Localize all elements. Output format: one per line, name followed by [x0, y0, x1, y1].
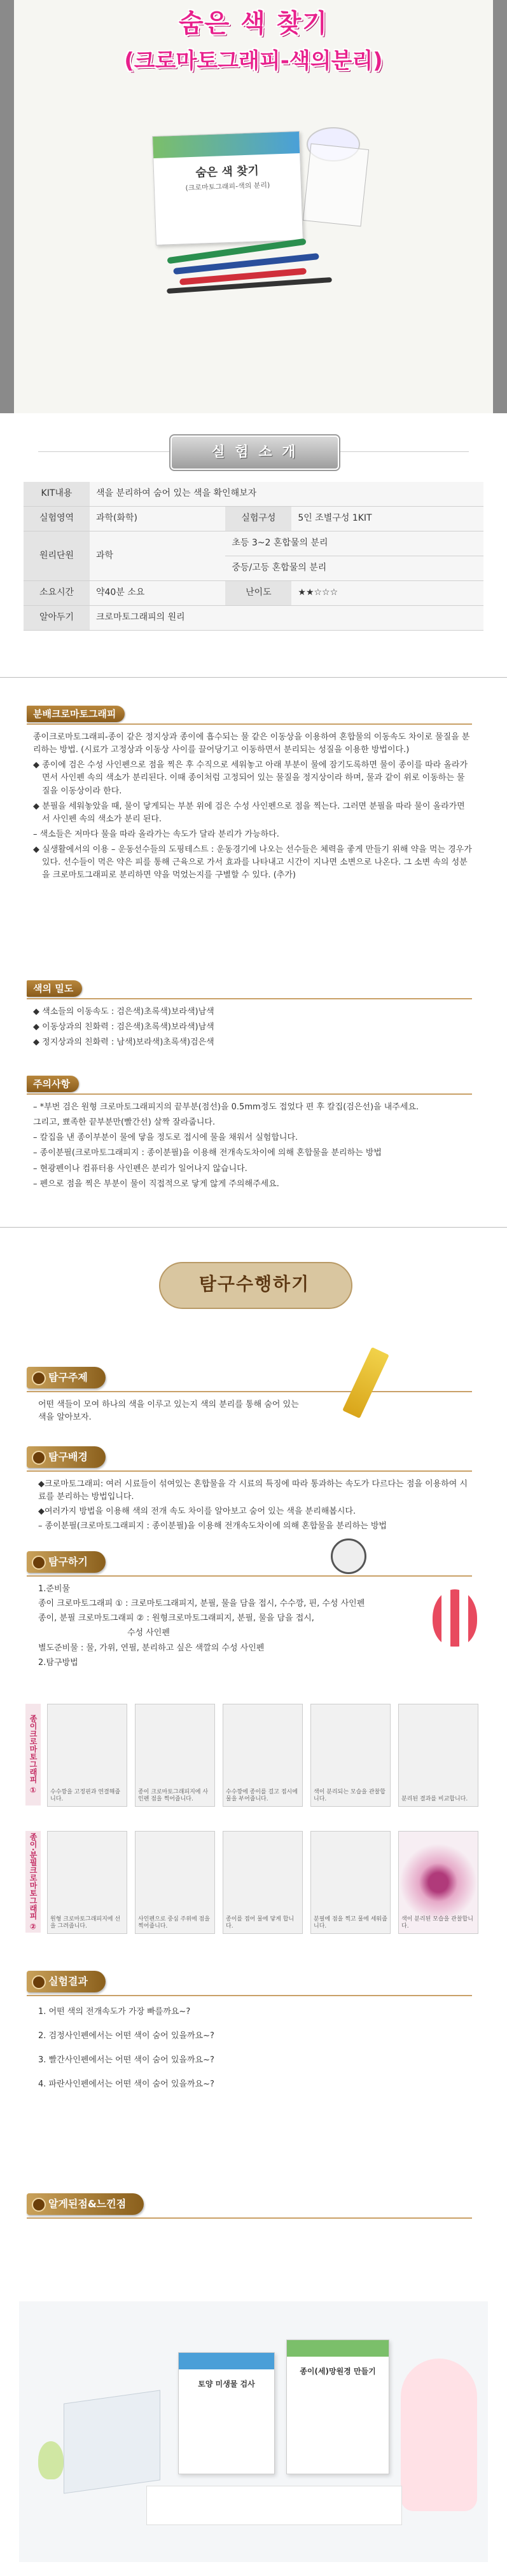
table-row [24, 606, 483, 631]
table-row [24, 581, 483, 606]
step-photo [47, 1831, 127, 1934]
kit-card-subtitle: (크로마토그래피-색의 분리) [185, 181, 270, 193]
section-divider [0, 1227, 507, 1228]
chrom-bullet: ◆ 종이에 검은 수성 사인펜으로 점을 찍은 후 수직으로 세워놓고 아래 부분이 물에 잠기도록하면 물이 종이를 따라 올라가면서 사인펜 속의 색소가 분리된다. 이때 종이처럼 고정되어 있는 물질을 정지상이라 하며, 물과 같이 위로 이동하는 물질을 이동상이라 한다. [33, 760, 468, 796]
caution-item: 그리고, 뾰족한 끝부분만(빨간선) 살짝 잘라줍니다. [33, 1118, 216, 1128]
compass-icon [331, 1538, 366, 1574]
chrom-bullet: – 색소들은 저마다 물을 따라 올라가는 속도가 달라 분리가 가능하다. [33, 829, 279, 839]
kit-box-stripe [179, 2353, 274, 2369]
step-caption: 수수깡을 고정핀과 연결해줍니다. [50, 1788, 121, 1803]
step-caption: 사인펜으로 중심 주위에 점을 찍어줍니다. [138, 1915, 210, 1930]
chromatography-text [33, 731, 472, 885]
hero-title: 숨은 색 찾기 [178, 9, 329, 38]
procedure-item: 2.탐구방법 [38, 1657, 78, 1668]
kit-value: 색을 분리하여 숨어 있는 색을 확인해보자 [90, 482, 483, 507]
color-density-text [33, 1006, 472, 1052]
step-caption: 원형 크로마토그래피지에 선을 그려줍니다. [50, 1915, 121, 1930]
caution-heading: 주의사항 [27, 1076, 79, 1092]
kit-label: KIT내용 [24, 482, 90, 507]
kit-card [152, 131, 303, 245]
info-table [24, 482, 483, 631]
heading-rule [27, 2217, 472, 2219]
color-bullet: ◆ 이동상과의 친화력 : 검은색)초록색)보라색)남색 [33, 1022, 214, 1032]
color-bullet: ◆ 색소들의 이동속도 : 검은색)초록색)보라색)남색 [33, 1007, 214, 1017]
step-photo [135, 1704, 215, 1807]
lessons-heading [27, 2193, 144, 2215]
kit-box [286, 2340, 389, 2474]
heading-rule [27, 1995, 472, 1996]
comp-label: 실험구성 [225, 507, 291, 531]
step-caption: 분리된 결과를 비교합니다. [401, 1796, 468, 1803]
heading-rule [27, 1470, 472, 1472]
field-label: 실험영역 [24, 507, 90, 531]
heading-rule [27, 1093, 472, 1095]
background-text [38, 1478, 471, 1535]
caution-item: – *부번 검은 원형 크로마토그래피지의 끝부분(점선)을 0.5mm정도 접었다 편 후 칼집(검은선)을 내주세요. [33, 1102, 419, 1112]
step-photo [398, 1704, 478, 1807]
bullet-dot-icon [32, 1451, 46, 1465]
result-heading-label: 실험결과 [48, 1975, 88, 1987]
unit-subject: 과학 [90, 531, 225, 581]
chrom-bullet: ◆ 실생활에서의 이용 – 운동선수들의 도핑테스트 : 운동경기에 나오는 선수들은 체력을 좋게 만들기 위해 약을 먹는 경우가 있다. 선수들이 먹은 약은 피를 통해 근육으로 가서 효과를 나타내고 시간이 지나면 소변으로 나온다. 그 소변 속의 성분을 크로마토그래피로 분리하면 약을 먹었는지를 구별할 수 있다. (추가) [33, 845, 472, 880]
step-photo [398, 1831, 478, 1934]
unit-row1: 초등 3~2 혼합물의 분리 [225, 531, 483, 556]
procedure-heading-label: 탐구하기 [48, 1556, 88, 1568]
color-density-heading: 색의 밀도 [27, 980, 82, 997]
step-photo [310, 1831, 391, 1934]
table-row [24, 507, 483, 531]
step-caption: 종이를 접어 물에 닿게 합니다. [226, 1915, 295, 1930]
lessons-heading-label: 알게된점&느낀점 [48, 2198, 127, 2210]
kit-stripe [153, 132, 300, 158]
result-question: 1. 어떤 색의 전개속도가 가장 빠를까요~? [38, 2007, 191, 2017]
perform-banner [140, 1256, 369, 1313]
caution-text [33, 1101, 472, 1193]
intro-banner: 실 험 소 개 [170, 435, 339, 470]
topic-text: 어떤 색들이 모여 하나의 색을 이루고 있는지 색의 분리를 통해 숨어 있는 색을 알아보자. [38, 1400, 299, 1423]
bullet-dot-icon [32, 2198, 46, 2212]
comp-value: 5인 조별구성 1KIT [291, 507, 483, 531]
chrom-paragraph: 종이크로마토그래피-종이 같은 정지상과 종이에 흡수되는 물 같은 이동상을 이용하여 혼합물의 이동속도 차이로 물질을 분리하는 방법. (시료가 고정상과 이동상 사이를 끌어당기고 이동하면서 분리되는 성질을 이용한 방법이다.) [33, 732, 470, 755]
method-row-2 [25, 1831, 483, 1933]
perform-title: 탐구수행하기 [198, 1273, 310, 1294]
topic-heading [27, 1367, 106, 1388]
procedure-item: 1.준비물 [38, 1584, 71, 1594]
step-photo [223, 1831, 303, 1934]
difficulty-stars: ★★☆☆☆ [291, 581, 483, 606]
heading-rule [27, 1391, 472, 1392]
step-photo [135, 1831, 215, 1934]
difficulty-label: 난이도 [225, 581, 291, 606]
hot-air-balloon-icon [433, 1589, 477, 1647]
unit-row2: 중등/고등 혼합물의 분리 [225, 556, 483, 581]
table-row [24, 531, 483, 556]
step-photo [310, 1704, 391, 1807]
hero-panel [14, 0, 493, 413]
caution-item: – 펜으로 점을 찍은 부분이 물이 직접적으로 닿게 않게 주의해주세요. [33, 1179, 279, 1189]
chrom-bullet: ◆ 분필을 세워놓았을 때, 물이 닿게되는 부분 위에 검은 수성 사인펜으로 점을 찍는다. 그러면 분필을 따라 물이 올라가면서 사인펜 속의 색소가 분리 된다. [33, 801, 465, 824]
result-questions [38, 2006, 471, 2103]
hero-subtitle: (크로마토그래피-색의분리) [124, 48, 383, 74]
background-item: ◆크로마토그래피: 여러 시료들이 섞여있는 혼합물을 각 시료의 특징에 따라 통과하는 속도가 다르다는 점을 이용하여 시료를 분리하는 방법입니다. [38, 1479, 468, 1502]
table-row [24, 482, 483, 507]
result-question: 3. 빨간사인펜에서는 어떤 색이 숨어 있을까요~? [38, 2055, 214, 2066]
caution-item: – 종이분필(크로마토그래피지 : 종이분필)을 이용해 전개속도차이에 의해 혼합물을 분리하는 방법 [33, 1148, 382, 1158]
house-model [64, 2390, 160, 2493]
background-heading-label: 탐구배경 [48, 1451, 88, 1463]
step-photo [223, 1704, 303, 1807]
background-item: – 종이분필(크로마토그래피지 : 종이분필)을 이용해 전개속도차이에 의해 혼합물을 분리하는 방법 [38, 1521, 387, 1531]
heading-rule [27, 1575, 472, 1577]
kit-box [178, 2352, 275, 2474]
step-caption: 색이 분리된 모습을 관찰합니다. [401, 1915, 473, 1930]
procedure-item: 종이 크로마토그래피 ① : 크로마토그래피지, 분필, 물을 담을 접시, 수수깡, 핀, 수성 사인펜 [38, 1599, 365, 1609]
procedure-text [38, 1583, 420, 1671]
result-question: 4. 파란사인펜에서는 어떤 색이 숨어 있을까요~? [38, 2079, 214, 2090]
method-row-label: 종이·분필크로마토그래피 ② [25, 1831, 41, 1933]
step-caption: 색이 분리되는 모습을 관찰합니다. [314, 1788, 385, 1803]
know-label: 알아두기 [24, 606, 90, 631]
step-photo [47, 1704, 127, 1807]
kit-card-title: 숨은 색 찾기 [195, 164, 260, 180]
kit-tray [303, 144, 369, 227]
caution-item: – 현광펜이나 컴퓨터용 사인펜은 분리가 일어나지 않습니다. [33, 1163, 247, 1174]
background-item: ◆여러가지 방법을 이용해 색의 전개 속도 차이를 알아보고 숨어 있는 색을 분리해봅시다. [38, 1507, 356, 1517]
kit-box-title: 종이(세)망원경 만들기 [300, 2367, 376, 2376]
result-question: 2. 검정사인펜에서는 어떤 색이 숨어 있을까요~? [38, 2031, 214, 2041]
procedure-item: 별도준비물 : 물, 가위, 연필, 분리하고 싶은 색깔의 수성 사인펜 [38, 1643, 265, 1653]
know-value: 크로마토그래피의 원리 [90, 606, 483, 631]
caution-item: – 칼집을 낸 종이부분이 물에 닿을 정도로 접시에 물을 채워서 실험합니다. [33, 1133, 298, 1143]
character-figure [38, 2441, 64, 2479]
time-label: 소요시간 [24, 581, 90, 606]
topic-heading-label: 탐구주제 [48, 1371, 88, 1383]
field-value: 과학(화학) [90, 507, 225, 531]
procedure-item: 종이, 분필 크로마토그래피 ② : 원형크로마토그래피지, 분필, 물을 담을 접시, [38, 1613, 314, 1624]
result-heading [27, 1971, 106, 1992]
step-caption: 종이 크로마토그래피지에 사인펜 점을 찍어줍니다. [138, 1788, 209, 1803]
heading-rule [27, 998, 472, 999]
kit-box-title: 토양 미생물 검사 [198, 2380, 255, 2388]
kit-box-stripe [287, 2340, 389, 2357]
hero-frame [0, 0, 507, 413]
heading-rule [27, 723, 472, 725]
method-row-label: 종이크로마토그래피 ① [25, 1704, 41, 1805]
step-caption: 분필에 점을 찍고 물에 세워줍니다. [314, 1915, 387, 1930]
product-lineup-image [19, 2301, 488, 2562]
bullet-dot-icon [32, 1975, 46, 1989]
procedure-heading [27, 1551, 106, 1573]
procedure-item: 수성 사인펜 [127, 1628, 170, 1638]
step-caption: 수수깡에 종이를 걸고 접시에 물을 부어줍니다. [226, 1788, 298, 1803]
child-photo [401, 2359, 477, 2511]
kit-photo [141, 121, 358, 299]
background-heading [27, 1446, 106, 1468]
unit-label: 원리단원 [24, 531, 90, 581]
section-divider [0, 677, 507, 678]
kit-components [146, 2486, 402, 2525]
bullet-dot-icon [32, 1371, 46, 1385]
chromatography-heading: 분배크로마토그래피 [27, 706, 125, 722]
time-value: 약40분 소요 [90, 581, 225, 606]
method-row-1 [25, 1704, 483, 1805]
color-bullet: ◆ 정지상과의 친화력 : 남색)보라색)초록색)검은색 [33, 1038, 214, 1048]
pencil-icon [342, 1347, 389, 1418]
bullet-dot-icon [32, 1556, 46, 1570]
